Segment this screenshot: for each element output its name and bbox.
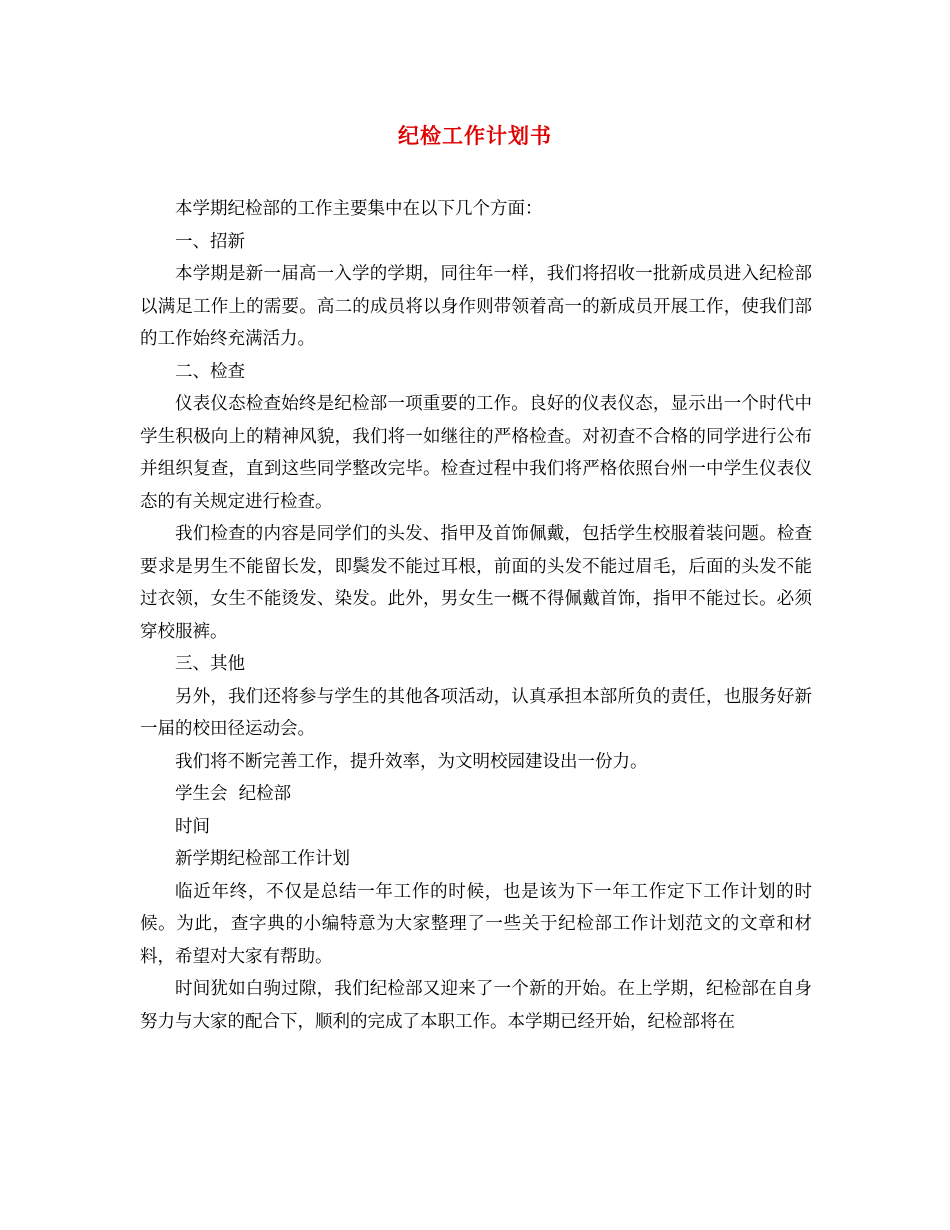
paragraph: 本学期是新一届高一入学的学期，同往年一样，我们将招收一批新成员进入纪检部以满足工作上的需要。高二的成员将以身作则带领着高一的新成员开展工作，使我们部的工作始终充满活力。 [140,264,812,349]
paragraph: 我们检查的内容是同学们的头发、指甲及首饰佩戴，包括学生校服着装问题。检查要求是男生不能留长发，即鬓发不能过耳根，前面的头发不能过眉毛，后面的头发不能过衣领，女生不能烫发、染发。此外，男女生一概不得佩戴首饰，指甲不能过长。必须穿校服裤。 [140,524,812,642]
section-heading: 三、其他 [175,654,245,674]
paragraph: 我们将不断完善工作，提升效率，为文明校园建设出一份力。 [175,751,648,772]
paragraph: 仪表仪态检查始终是纪检部一项重要的工作。良好的仪表仪态，显示出一个时代中学生积极向上的精神风貌，我们将一如继往的严格检查。对初查不合格的同学进行公布并组织复查，直到这些同学整改完毕。检查过程中我们将严格依照台州一中学生仪表仪态的有关规定进行检查。 [140,394,812,512]
section-heading: 一、招新 [175,231,245,252]
section-heading: 新学期纪检部工作计划 [175,849,350,869]
document-title: 纪检工作计划书 [398,123,552,148]
paragraph: 时间犹如白驹过隙，我们纪检部又迎来了一个新的开始。在上学期，纪检部在自身努力与大家的配合下，顺利的完成了本职工作。本学期已经开始，纪检部将在 [140,979,812,1032]
paragraph: 本学期纪检部的工作主要集中在以下几个方面： [175,199,543,219]
paragraph: 另外，我们还将参与学生的其他各项活动，认真承担本部所负的责任，也服务好新一届的校田径运动会。 [140,686,812,739]
date-line: 时间 [175,816,210,837]
signature-line: 学生会 纪检部 [175,784,292,804]
document-body [140,193,812,1038]
paragraph: 临近年终，不仅是总结一年工作的时候，也是该为下一年工作定下工作计划的时候。为此，查字典的小编特意为大家整理了一些关于纪检部工作计划范文的文章和材料，希望对大家有帮助。 [140,881,812,967]
section-heading: 二、检查 [175,361,245,382]
